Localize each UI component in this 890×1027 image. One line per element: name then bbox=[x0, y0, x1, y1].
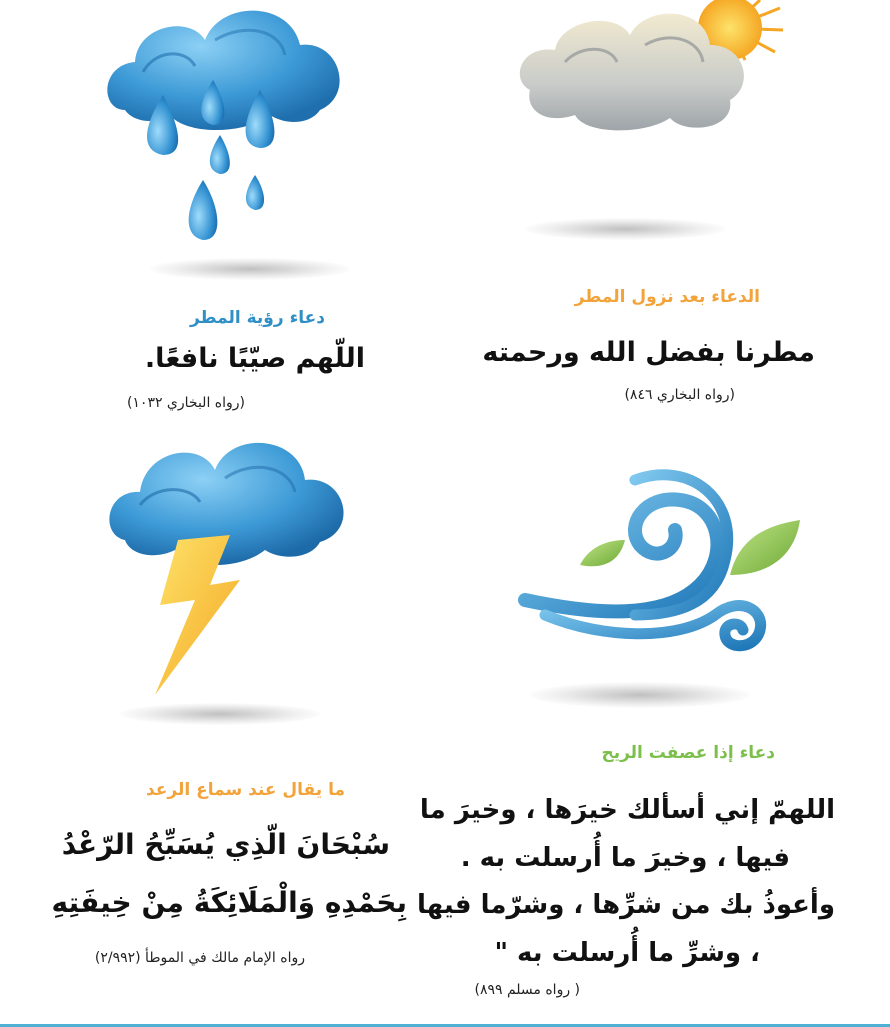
heading-wind: دعاء إذا عصفت الريح bbox=[601, 743, 775, 763]
storm-cloud-icon bbox=[100, 430, 360, 705]
ground-shadow bbox=[530, 682, 750, 708]
verse-after-rain: مطرنا بفضل الله ورحمته bbox=[482, 337, 815, 368]
verse-wind-line3: وأعوذُ بك من شرِّها ، وشرّما فيها bbox=[417, 890, 835, 920]
ground-shadow bbox=[150, 258, 350, 280]
wind-icon bbox=[515, 465, 815, 665]
card-thunder bbox=[0, 420, 445, 1020]
verse-wind-line2: فيها ، وخيرَ ما أُرسلت به . bbox=[460, 843, 790, 873]
verse-rain-sight: اللّهم صيّبًا نافعًا. bbox=[144, 343, 365, 374]
ground-shadow bbox=[525, 218, 725, 240]
source-rain-sight: (رواه البخاري ١٠٣٢) bbox=[126, 395, 245, 411]
source-thunder: رواه الإمام مالك في الموطأ (٢/٩٩٢) bbox=[94, 950, 305, 966]
card-after-rain bbox=[445, 0, 890, 420]
ground-shadow bbox=[120, 703, 320, 725]
heading-after-rain: الدعاء بعد نزول المطر bbox=[574, 287, 760, 307]
source-wind: ( رواه مسلم ٨٩٩) bbox=[474, 982, 580, 998]
sun-cloud-icon bbox=[505, 0, 795, 140]
source-after-rain: (رواه البخاري ٨٤٦) bbox=[624, 387, 735, 403]
card-rain-sight bbox=[0, 0, 445, 420]
verse-thunder-line2: بِحَمْدِهِ وَالْمَلَائِكَةُ مِنْ خِيفَتِهِ bbox=[51, 886, 407, 919]
card-wind bbox=[417, 420, 890, 1020]
rain-cloud-icon bbox=[95, 0, 355, 260]
heading-thunder: ما يقال عند سماع الرعد bbox=[145, 780, 345, 800]
verse-wind-line1: اللهمّ إني أسألك خيرَها ، وخيرَ ما bbox=[419, 795, 835, 825]
verse-thunder-line1: سُبْحَانَ الّذِي يُسَبِّحُ الرّعْدُ bbox=[61, 828, 390, 861]
heading-rain-sight: دعاء رؤية المطر bbox=[189, 308, 325, 328]
verse-wind-line4: ، وشرِّ ما أُرسلت به " bbox=[494, 938, 760, 968]
